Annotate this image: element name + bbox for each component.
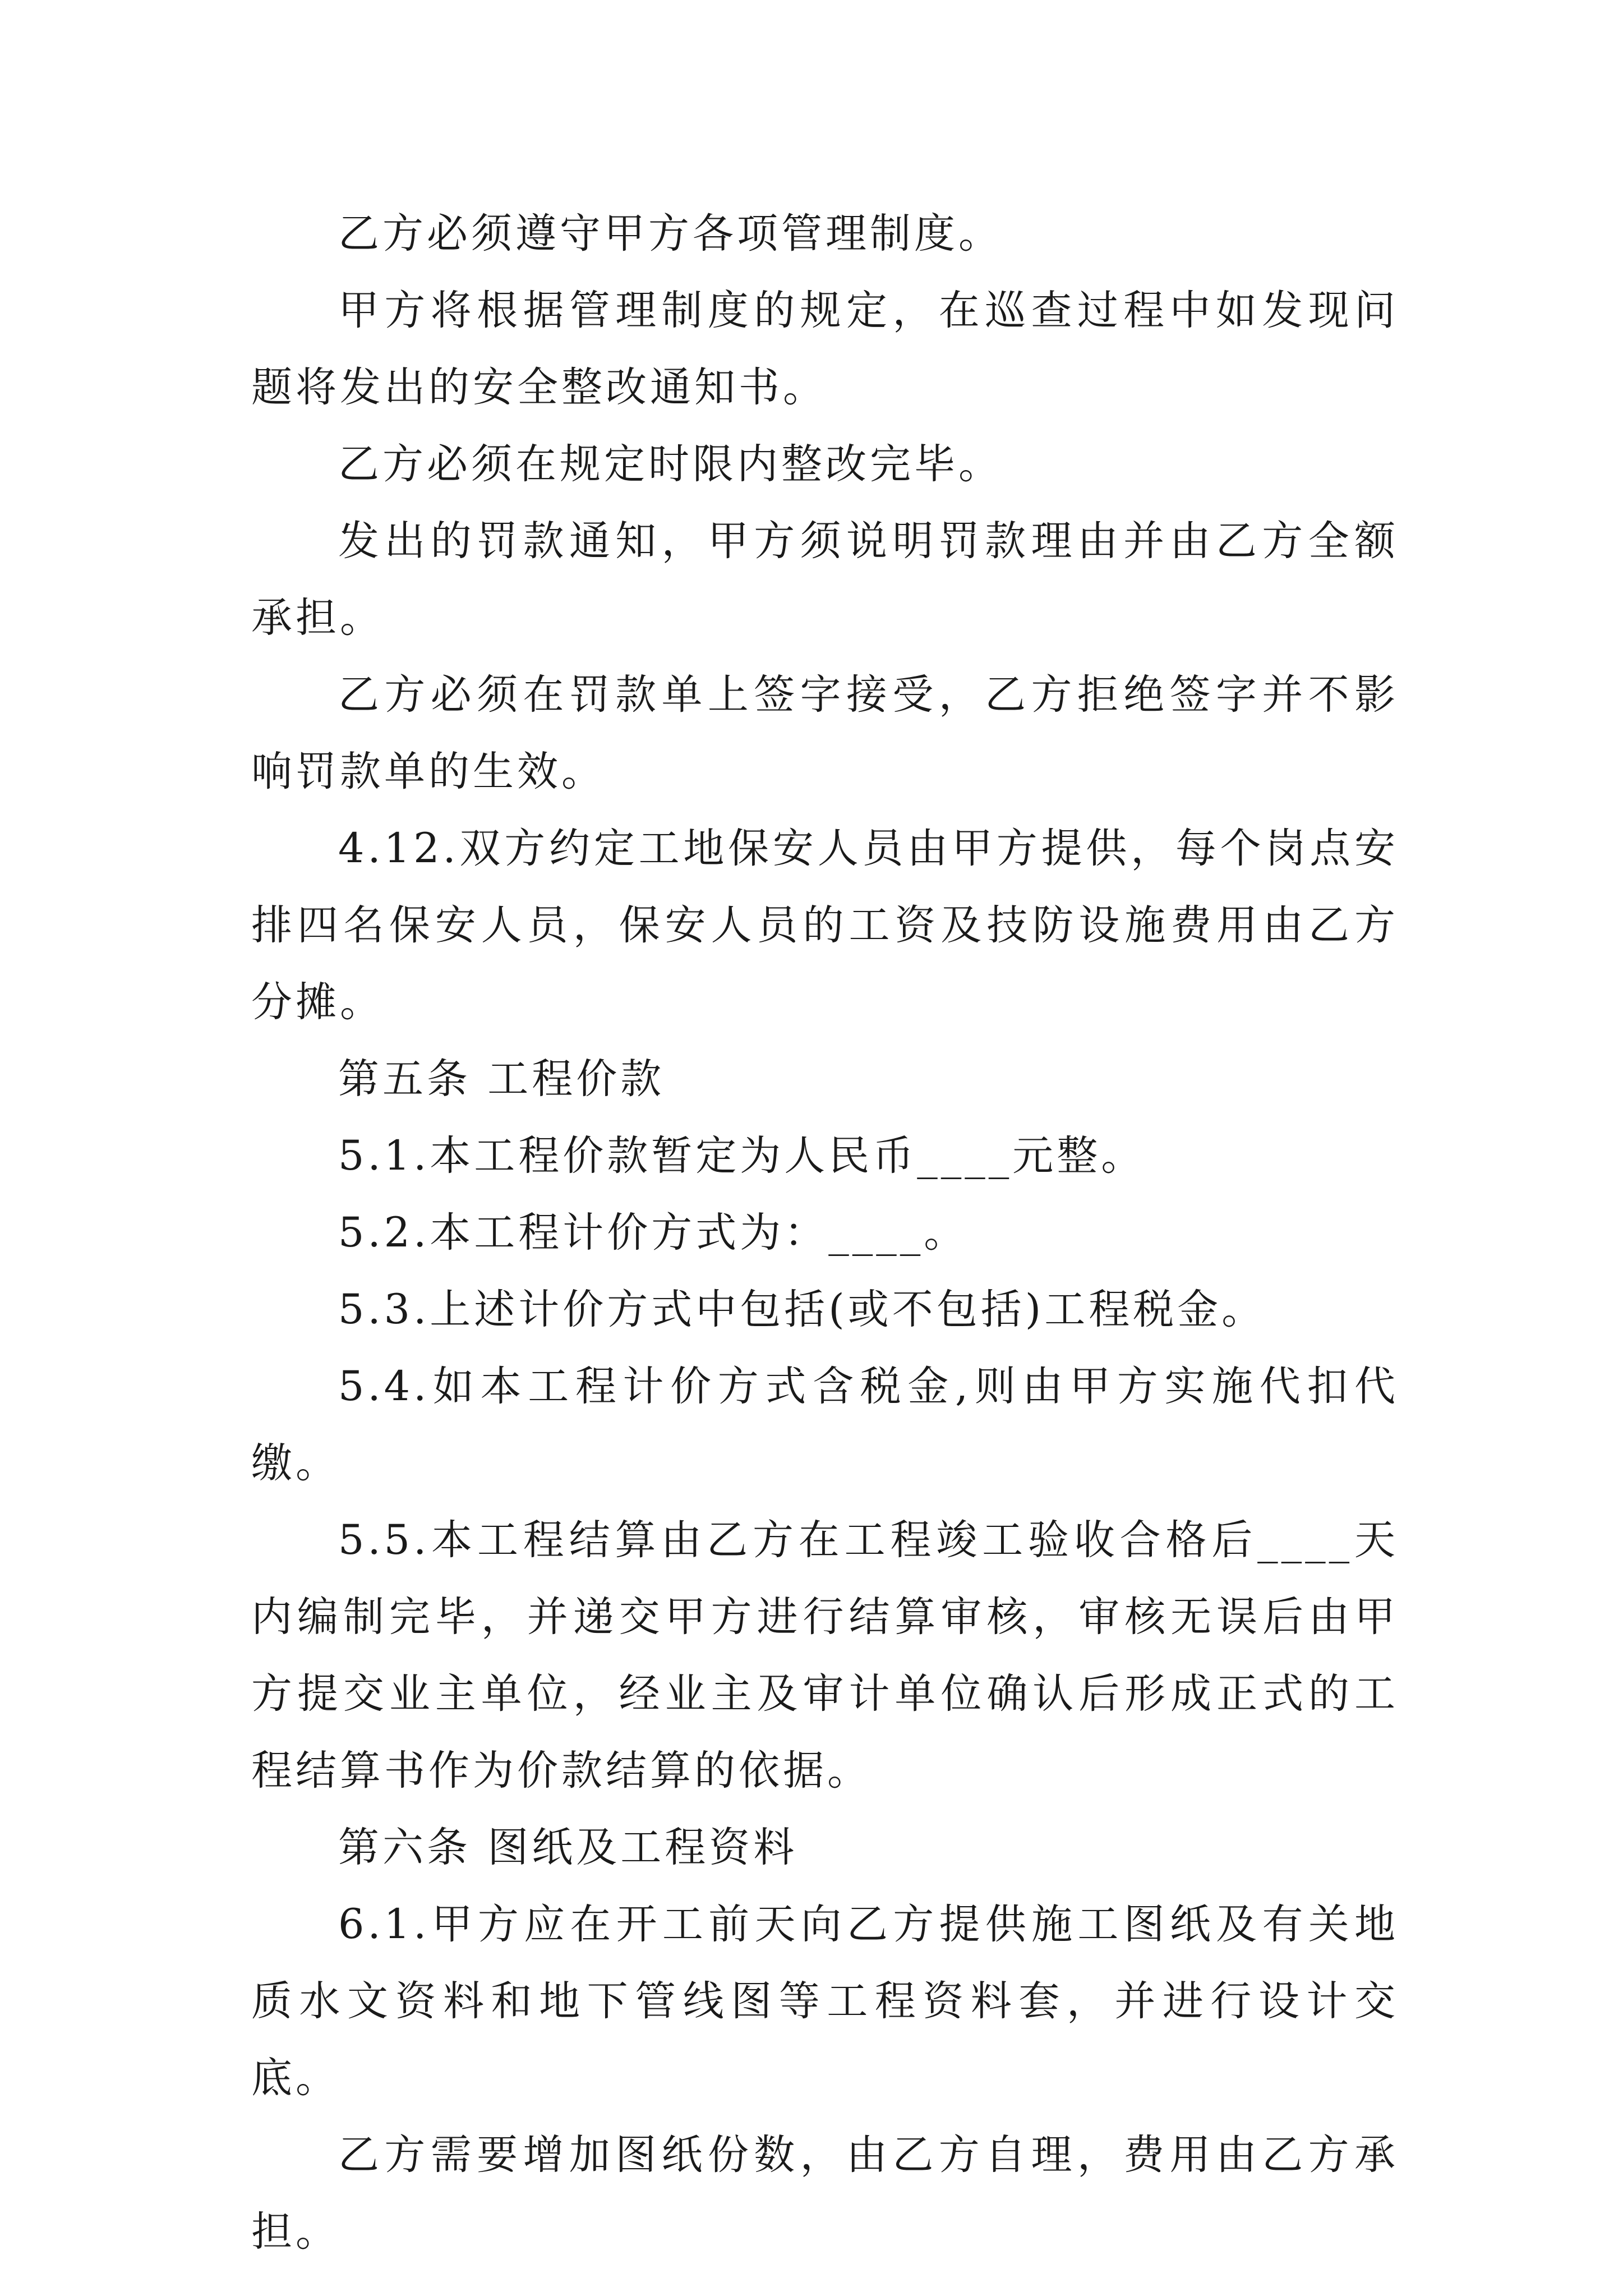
section-heading: 第六条 图纸及工程资料 [338, 1824, 798, 1871]
paragraph: 乙方需要增加图纸份数，由乙方自理，费用由乙方承担。 [251, 2131, 1399, 2256]
section-heading: 第五条 工程价款 [338, 1055, 665, 1103]
paragraph: 甲方将根据管理制度的规定，在巡查过程中如发现问题将发出的安全整改通知书。 [251, 287, 1399, 411]
paragraph: 5.1.本工程价款暂定为人民币____元整。 [338, 1132, 1146, 1180]
paragraph: 4.12.双方约定工地保安人员由甲方提供，每个岗点安排四名保安人员，保安人员的工资及技防设施费用由乙方分摊。 [251, 825, 1399, 1026]
document-body [251, 195, 1399, 2270]
paragraph: 5.5.本工程结算由乙方在工程竣工验收合格后____天内编制完毕，并递交甲方进行结算审核，审核无误后由甲方提交业主单位，经业主及审计单位确认后形成正式的工程结算书作为价款结算的依据。 [251, 1516, 1399, 1795]
paragraph: 乙方必须在罚款单上签字接受，乙方拒绝签字并不影响罚款单的生效。 [251, 671, 1399, 795]
paragraph: 乙方必须在规定时限内整改完毕。 [338, 440, 1003, 488]
paragraph: 乙方必须遵守甲方各项管理制度。 [338, 210, 1003, 257]
paragraph: 5.4.如本工程计价方式含税金,则由甲方实施代扣代缴。 [251, 1363, 1399, 1487]
paragraph: 6.1.甲方应在开工前天向乙方提供施工图纸及有关地质水文资料和地下管线图等工程资料套，并进行设计交底。 [251, 1901, 1399, 2102]
paragraph: 5.2.本工程计价方式为：____。 [338, 1209, 969, 1257]
paragraph: 发出的罚款通知，甲方须说明罚款理由并由乙方全额承担。 [251, 517, 1399, 642]
paragraph: 5.3.上述计价方式中包括(或不包括)工程税金。 [338, 1286, 1266, 1333]
